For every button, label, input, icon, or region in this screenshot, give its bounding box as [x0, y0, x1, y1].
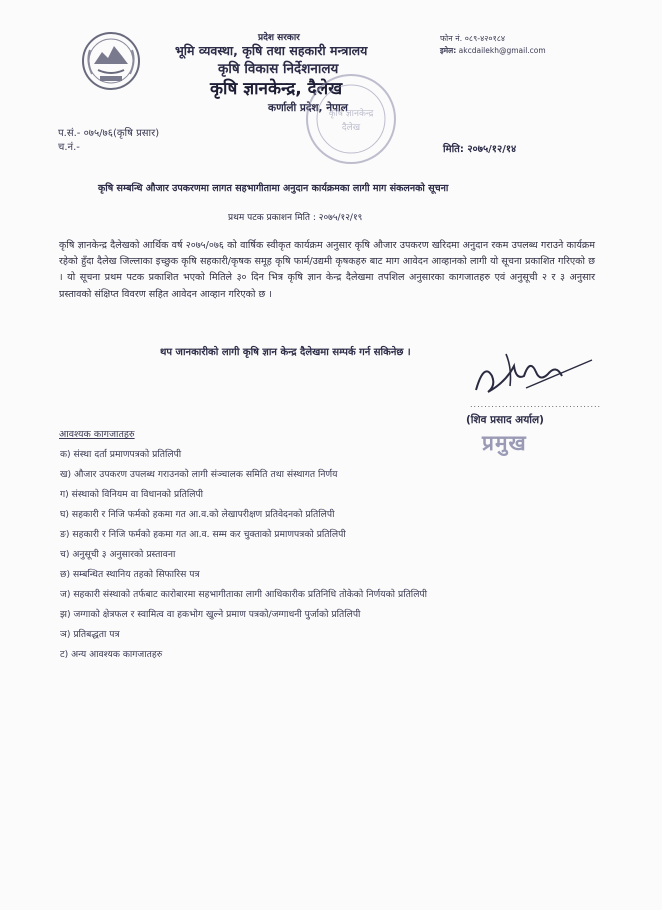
notice-body: कृषि ज्ञानकेन्द्र दैलेखको आर्थिक वर्ष २०७५/०७६ को वार्षिक स्वीकृत कार्यक्रम अनुसार कृषि औजार उपकरण खरिदमा अनुदान रकम उपलब्ध गराउने कार्यक्रम रहेको हुँदा दैलेख जिल्लाका इच्छुक कृषि सहकारी/कृषक समूह कृषि फार्म/उद्यमी कृषकहरु बाट माग आवेदन आव्हानको लागी यो सूचना प्रकाशित गरिएको छ । यो सूचना प्रथम पटक प्रकाशित भएको मितिले ३० दिन भित्र कृषि ज्ञान केन्द्र दैलेखमा तपशिल अनुसारका कागजातहरु एवं अनुसूची २ र ३ अनुसार प्रस्तावको संक्षिप्त विवरण सहित आवेदन आव्हान गरिएको छ ।	[59, 240, 595, 300]
phone-number: फोन नं. ०८९-४२०१८४	[440, 34, 506, 43]
document-item: झ) जग्गाको क्षेत्रफल र स्वामित्व वा हकभोग खुल्ने प्रमाण पत्रको/जग्गाधनी पुर्जाको प्रतिलिपी	[60, 609, 361, 620]
notice-subject: कृषि सम्बन्धि औजार उपकरणमा लागत सहभागीतामा अनुदान कार्यक्रमका लागी माग संकलनको सूचना	[98, 183, 449, 194]
email-address: akcdailekh@gmail.com	[458, 46, 546, 55]
documents-heading: आवश्यक कागजातहरु	[59, 429, 135, 440]
document-item: ङ) सहकारी र निजि फर्मको हकमा गत आ.व. सम्म कर चुक्ताको प्रमाणपत्रको प्रतिलिपी	[60, 529, 346, 540]
signatory-name: (शिव प्रसाद अर्याल)	[466, 414, 544, 426]
document-item: ट) अन्य आवश्यक कागजातहरु	[60, 649, 163, 660]
stamp-line-2: दैलेख	[341, 123, 361, 133]
document-item: ख) औजार उपकरण उपलब्ध गराउनको लागी संञ्चालक समिति तथा संस्थागत निर्णय	[60, 469, 338, 480]
reference-number: प.सं.- ०७५/७६(कृषि प्रसार)	[58, 128, 160, 139]
office-name: कृषि ज्ञानकेन्द्र, दैलेख	[210, 79, 343, 99]
stamp-line-1: कृषि ज्ञानकेन्द्र	[328, 109, 374, 119]
document-item: घ) सहकारी र निजि फर्मको हकमा गत आ.व.को लेखापरीक्षण प्रतिवेदनको प्रतिलिपी	[60, 509, 335, 520]
letter-date: मिति: २०७५/१२/१४	[443, 144, 517, 155]
document-item: ज) सहकारी संस्थाको तर्फबाट कारोबारमा सहभागीताका लागी आधिकारीक प्रतिनिधि तोकेको निर्णयको प्रतिलिपी	[60, 589, 428, 600]
directorate-name: कृषि विकास निर्देशनालय	[218, 61, 339, 77]
email-label: इमेल:	[440, 46, 457, 55]
nepal-emblem-icon	[80, 30, 142, 92]
province-name: कर्णाली प्रदेश, नेपाल	[268, 102, 348, 114]
signature-line: .....................................	[470, 400, 602, 409]
document-item: च) अनुसूची ३ अनुसारको प्रस्तावना	[60, 549, 176, 560]
handwritten-signature	[466, 346, 596, 408]
email-line	[440, 46, 546, 56]
document-item: छ) सम्बन्धित स्थानिय तहको सिफारिस पत्र	[60, 569, 200, 580]
government-name: प्रदेश सरकार	[258, 33, 300, 43]
office-stamp-icon	[302, 70, 400, 168]
document-item: क) संस्था दर्ता प्रमाणपत्रको प्रतिलिपी	[60, 449, 182, 460]
contact-line: थप जानकारीको लागी कृषि ज्ञान केन्द्र दैलेखमा सम्पर्क गर्न सकिनेछ ।	[160, 347, 411, 358]
document-item: ग) संस्थाको विनियम वा विधानको प्रतिलिपी	[60, 489, 204, 500]
document-item: ञ) प्रतिबद्धता पत्र	[60, 629, 120, 640]
ministry-name: भूमि व्यवस्था, कृषि तथा सहकारी मन्त्रालय	[175, 43, 368, 58]
first-publication-date: प्रथम पटक प्रकाशन मिति : २०७५/१२/१९	[228, 213, 363, 223]
dispatch-number: च.नं.-	[58, 142, 80, 153]
signatory-title: प्रमुख	[482, 431, 527, 455]
